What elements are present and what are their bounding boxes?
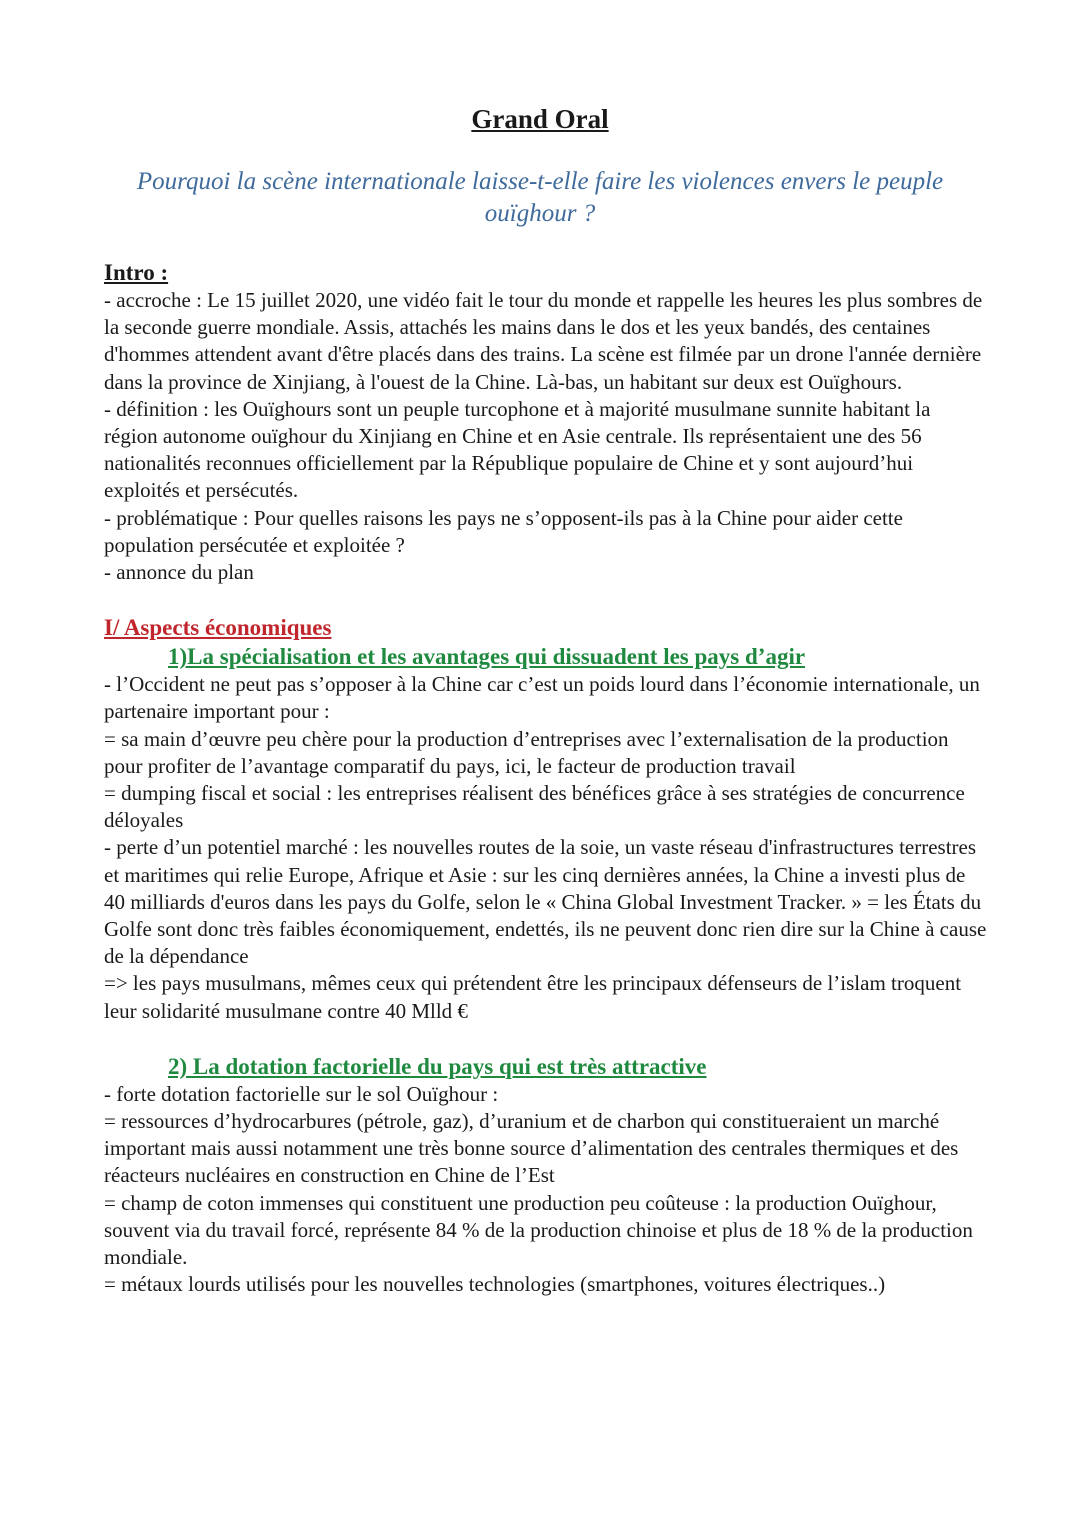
paragraph-line: = sa main d’œuvre peu chère pour la production d’entreprises avec l’externalisation de la production pour profiter de l’avantage comparatif du pays, ici, le facteur de production travail bbox=[104, 726, 949, 778]
intro-definition: - définition : les Ouïghours sont un peuple turcophone et à majorité musulmane sunnite habitant la région autonome ouïghour du Xinjiang en Chine et en Asie centrale. Ils représentaient une des 56 nationalités reconnues officiellement par la République populaire de Chine et y sont aujourd’hui exploités et persécutés. bbox=[104, 396, 931, 503]
paragraph-line: - l’Occident ne peut pas s’opposer à la Chine car c’est un poids lourd dans l’économie internationale, un partenaire important pour : bbox=[104, 672, 980, 724]
research-question: Pourquoi la scène internationale laisse-t-elle faire les violences envers le peuple ouïghour ? bbox=[136, 168, 944, 227]
paragraph-line: - perte d’un potentiel marché : les nouvelles routes de la soie, un vaste réseau d'infrastructures terrestres et maritimes qui relie Europe, Afrique et Asie : sur les cinq dernières années, la Chine a investi plus de 40 milliards d'euros dans les pays du Golfe, selon le « China Global Investment Tracker. » = les États du Golfe sont donc très faibles économiquement, endettés, ils ne peuvent donc rien dire sur la Chine à cause de la dépendance bbox=[104, 835, 987, 969]
document-body bbox=[104, 258, 989, 1299]
document-title: Grand Oral bbox=[471, 104, 609, 134]
intro-problematique: - problématique : Pour quelles raisons les pays ne s’opposent-ils pas à la Chine pour aider cette population persécutée et exploitée ? bbox=[104, 505, 903, 557]
intro-heading: Intro : bbox=[104, 260, 169, 285]
paragraph-line: => les pays musulmans, mêmes ceux qui prétendent être les principaux défenseurs de l’islam troquent leur solidarité musulmane contre 40 Mlld € bbox=[104, 971, 962, 1023]
subsection-2-heading: 2) La dotation factorielle du pays qui est très attractive bbox=[168, 1053, 707, 1079]
paragraph-line: = champ de coton immenses qui constituent une production peu coûteuse : la production Ouïghour, souvent via du travail forcé, représente 84 % de la production chinoise et plus de 18 % de la production mondiale. bbox=[104, 1190, 973, 1270]
paragraph-line: = dumping fiscal et social : les entreprises réalisent des bénéfices grâce à ses stratégies de concurrence déloyales bbox=[104, 781, 965, 833]
paragraph-line: = métaux lourds utilisés pour les nouvelles technologies (smartphones, voitures électriques..) bbox=[104, 1272, 886, 1297]
paragraph-line: - forte dotation factorielle sur le sol Ouïghour : bbox=[104, 1081, 499, 1106]
section-1-heading: I/ Aspects économiques bbox=[104, 615, 332, 641]
subsection-1-heading: 1)La spécialisation et les avantages qui dissuadent les pays d’agir bbox=[168, 644, 806, 670]
intro-accroche: - accroche : Le 15 juillet 2020, une vidéo fait le tour du monde et rappelle les heures les plus sombres de la seconde guerre mondiale. Assis, attachés les mains dans le dos et les yeux bandés, des centaines d'hommes attendent avant d'être placés dans des trains. La scène est filmée par un drone l'année dernière dans la province de Xinjiang, à l'ouest de la Chine. Là-bas, un habitant sur deux est Ouïghours. bbox=[104, 288, 983, 394]
intro-annonce: - annonce du plan bbox=[104, 560, 254, 585]
paragraph-line: = ressources d’hydrocarbures (pétrole, gaz), d’uranium et de charbon qui constitueraient un marché important mais aussi notamment une très bonne source d’alimentation des centrales thermiques et des réacteurs nucléaires en construction en Chine de l’Est bbox=[104, 1109, 959, 1188]
